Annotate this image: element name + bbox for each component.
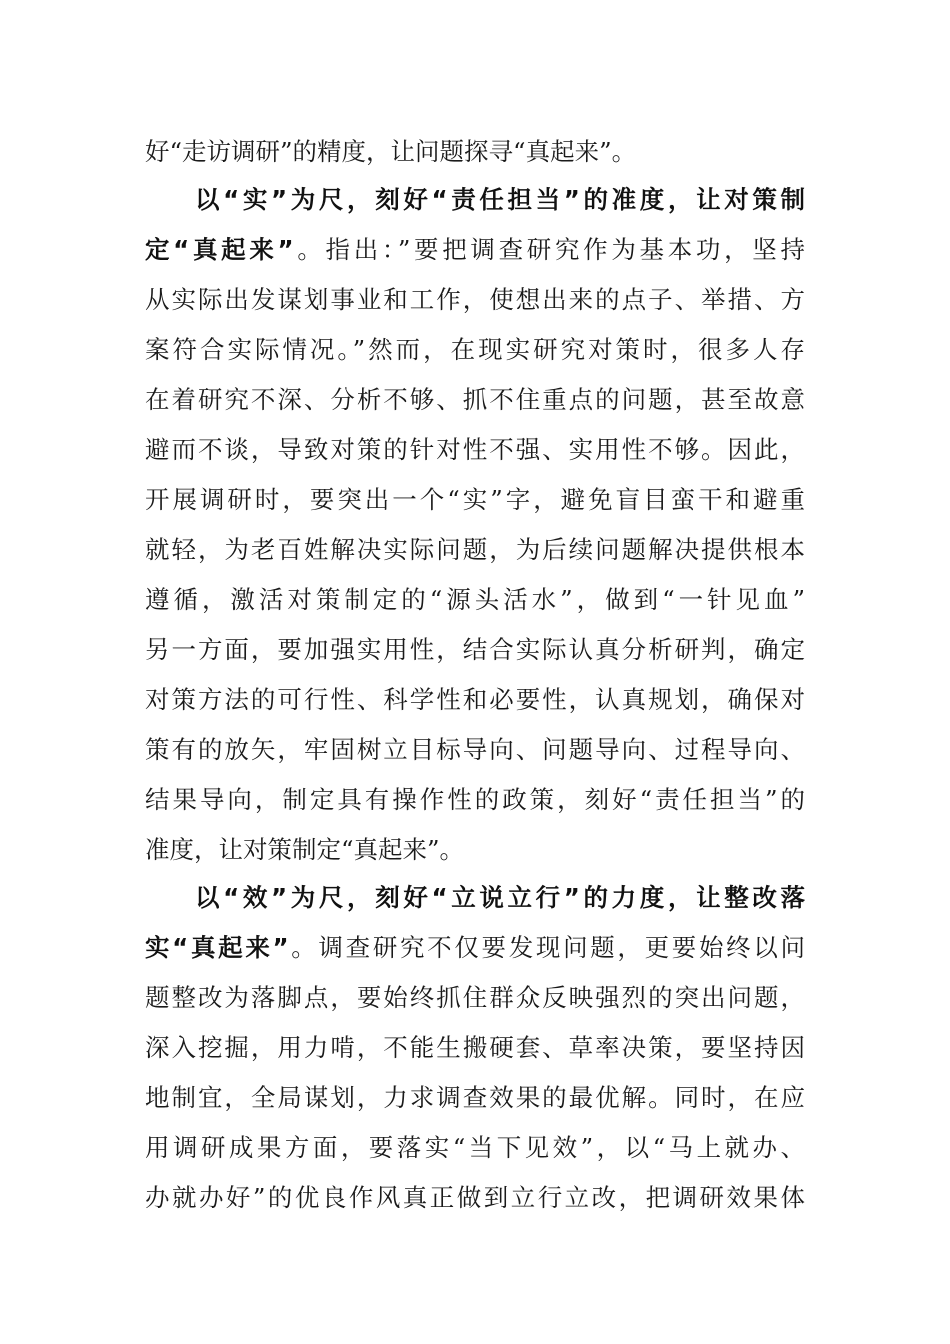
text-run: 用调研成果方面，要落实“当下见效”，以“马上就办、 — [145, 1133, 805, 1162]
text-run: 。指出：”要把调查研究作为基本功，坚持 — [293, 235, 805, 264]
text-run: 题整改为落脚点，要始终抓住群众反映强烈的突出问题， — [145, 983, 805, 1012]
text-run: 办就办好”的优良作风真正做到立行立改，把调研效果体 — [145, 1183, 805, 1212]
text-line — [145, 978, 805, 1018]
text-line — [145, 1028, 805, 1068]
text-run: 开展调研时，要突出一个“实”字，避免盲目蛮干和避重 — [145, 485, 805, 514]
text-run: 避而不谈，导致对策的针对性不强、实用性不够。因此， — [145, 435, 805, 464]
text-line — [145, 1078, 805, 1118]
text-line — [145, 580, 805, 620]
text-run: 就轻，为老百姓解决实际问题，为后续问题解决提供根本 — [145, 535, 805, 564]
text-run: 地制宜，全局谋划，力求调查效果的最优解。同时，在应 — [145, 1083, 805, 1112]
bold-heading-run: 实“真起来” — [145, 933, 289, 962]
text-run: 另一方面，要加强实用性，结合实际认真分析研判，确定 — [145, 635, 805, 664]
text-run: 案符合实际情况。”然而，在现实研究对策时，很多人存 — [145, 335, 805, 364]
text-run: 对策方法的可行性、科学性和必要性，认真规划，确保对 — [145, 685, 805, 714]
text-run: 遵循，激活对策制定的“源头活水”，做到“一针见血” — [145, 585, 805, 614]
text-run: 。调查研究不仅要发现问题，更要始终以问 — [288, 933, 805, 962]
text-run: 好“走访调研”的精度，让问题探寻“真起来”。 — [145, 137, 637, 166]
text-line — [145, 280, 805, 320]
text-run: 从实际出发谋划事业和工作，使想出来的点子、举措、方 — [145, 285, 805, 314]
text-line — [145, 230, 805, 270]
paragraph-heading-line — [195, 180, 805, 220]
text-line — [145, 680, 805, 720]
text-line — [145, 780, 805, 820]
text-line — [145, 380, 805, 420]
bold-heading-run: 定“真起来” — [145, 235, 294, 264]
text-run: 结果导向，制定具有操作性的政策，刻好“责任担当”的 — [145, 785, 805, 814]
text-line — [145, 430, 805, 470]
text-line — [145, 928, 805, 968]
text-line — [145, 132, 805, 172]
text-line — [145, 830, 805, 870]
text-line — [145, 530, 805, 570]
text-run: 策有的放矢，牢固树立目标导向、问题导向、过程导向、 — [145, 735, 805, 764]
text-line — [145, 330, 805, 370]
text-run: 准度，让对策制定“真起来”。 — [145, 835, 465, 864]
paragraph-heading-line — [195, 878, 805, 918]
text-run: 在着研究不深、分析不够、抓不住重点的问题，甚至故意 — [145, 385, 805, 414]
text-run: 深入挖掘，用力啃，不能生搬硬套、草率决策，要坚持因 — [145, 1033, 805, 1062]
bold-heading-run: 以“效”为尺，刻好“立说立行”的力度，让整改落 — [195, 883, 805, 912]
bold-heading-run: 以“实”为尺，刻好“责任担当”的准度，让对策制 — [195, 185, 805, 214]
text-line — [145, 730, 805, 770]
text-line — [145, 1178, 805, 1218]
text-line — [145, 630, 805, 670]
text-line — [145, 480, 805, 520]
text-line — [145, 1128, 805, 1168]
